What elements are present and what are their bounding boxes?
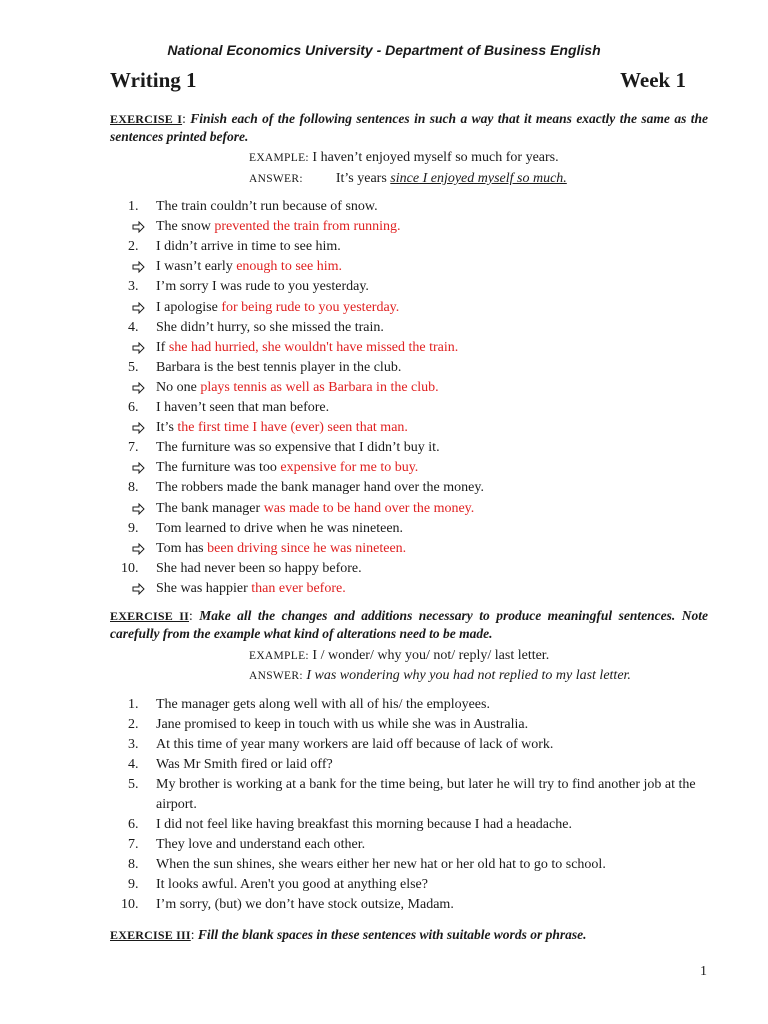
exercise-2-answer	[249, 668, 631, 684]
arrow-right-icon	[132, 221, 145, 233]
question-text: The robbers made the bank manager hand over the money.	[156, 480, 484, 496]
item-number: 3.	[128, 737, 139, 752]
sentence-text: I’m sorry, (but) we don’t have stock outsize, Madam.	[156, 897, 454, 912]
arrow-right-icon	[132, 382, 145, 394]
item-number: 2.	[128, 717, 139, 732]
answer-completion: was made to be hand over the money.	[263, 500, 475, 516]
item-number: 6.	[128, 817, 139, 832]
arrow-right-icon	[132, 583, 145, 595]
answer-given-part: If	[156, 339, 169, 355]
exercise-2-instruction: Make all the changes and additions necessary to produce meaningful sentences. Note carefully from the example what kind of alterations need to be made.	[110, 608, 708, 641]
exercise-1-list	[121, 197, 708, 599]
answer-text	[156, 458, 418, 478]
question-text: Tom learned to drive when he was nineteen.	[156, 520, 404, 536]
answer-text: I was wondering why you had not replied to my last letter.	[306, 668, 631, 683]
example-label: EXAMPLE:	[249, 152, 309, 164]
item-number: 8.	[128, 480, 139, 496]
answer-completion: plays tennis as well as Barbara in the club.	[200, 379, 439, 395]
item-number: 9.	[128, 877, 139, 892]
answer-given-part: I wasn’t early	[156, 259, 237, 275]
answer-completion: prevented the train from running.	[214, 219, 401, 235]
sentence-text: The manager gets along well with all of his/ the employees.	[156, 697, 490, 712]
answer-text	[156, 338, 458, 358]
answer-text	[156, 217, 401, 237]
answer-label: ANSWER:	[249, 670, 303, 682]
sentence-text: Jane promised to keep in touch with us while she was in Australia.	[156, 717, 529, 732]
item-number: 2.	[128, 239, 139, 255]
sentence-text: I did not feel like having breakfast this morning because I had a headache.	[156, 817, 572, 832]
exercise-2-heading: EXERCISE II: Make all the changes and additions necessary to produce meaningful sentences. Note carefully from the example what kind of alterations need to be made.	[110, 608, 708, 641]
page-number: 1	[700, 964, 707, 979]
sentence-text: My brother is working at a bank for the time being, but later he will try to find another job at the airport.	[156, 777, 696, 812]
answer-text	[156, 378, 439, 398]
item-number: 7.	[128, 440, 139, 456]
arrow-right-icon	[132, 543, 145, 555]
answer-completion: for being rude to you yesterday.	[221, 299, 400, 315]
item-number: 1.	[128, 697, 139, 712]
answer-label: ANSWER:	[249, 173, 303, 185]
item-number: 5.	[128, 777, 139, 792]
exercise-3-instruction: Fill the blank spaces in these sentences with suitable words or phrase.	[197, 927, 587, 942]
exercise-1-heading: EXERCISE I: Finish each of the following sentences in such a way that it means exactly the same as the sentences printed before.	[110, 111, 708, 144]
course-title: Writing 1	[110, 68, 197, 92]
item-number: 9.	[128, 520, 139, 536]
week-label: Week 1	[620, 68, 686, 92]
answer-completion: been driving since he was nineteen.	[207, 540, 407, 556]
item-number: 6.	[128, 400, 139, 415]
arrow-right-icon	[132, 302, 145, 314]
exercise-3-label: EXERCISE III	[110, 928, 191, 942]
document-header: National Economics University - Department of Business English	[167, 42, 601, 58]
arrow-right-icon	[132, 422, 145, 434]
arrow-right-icon	[132, 261, 145, 273]
answer-completion: she had hurried, she wouldn't have missed the train.	[168, 339, 459, 355]
answer-given-part: The bank manager	[156, 500, 264, 516]
item-number: 4.	[128, 757, 139, 772]
example-label: EXAMPLE:	[249, 650, 309, 662]
sentence-text: They love and understand each other.	[156, 837, 366, 852]
arrow-right-icon	[132, 462, 145, 474]
answer-given-part: It’s	[156, 420, 178, 436]
exercise-1-instruction: Finish each of the following sentences in such a way that it means exactly the same as the sentences printed before.	[110, 111, 708, 144]
answer-given-part: No one	[156, 379, 201, 395]
item-number: 7.	[128, 837, 139, 852]
item-number: 8.	[128, 857, 139, 872]
answer-prefix: It’s years	[335, 171, 387, 186]
item-number: 5.	[128, 359, 139, 375]
question-text: The furniture was so expensive that I didn’t buy it.	[156, 440, 440, 456]
example-text: I / wonder/ why you/ not/ reply/ last letter.	[312, 648, 550, 663]
exercise-2-label: EXERCISE II	[110, 609, 189, 623]
question-text: I’m sorry I was rude to you yesterday.	[156, 279, 369, 295]
item-number: 4.	[128, 319, 139, 335]
answer-given-part: She was happier	[156, 580, 252, 596]
answer-given-part: The snow	[156, 219, 215, 235]
sentence-text: It looks awful. Aren't you good at anything else?	[156, 877, 428, 892]
question-text: I didn’t arrive in time to see him.	[156, 239, 341, 255]
exercise-2-list	[121, 695, 708, 917]
answer-underlined: since I enjoyed myself so much.	[390, 171, 567, 186]
arrow-right-icon	[132, 503, 145, 515]
answer-text	[156, 298, 399, 318]
question-text: Barbara is the best tennis player in the club.	[156, 359, 402, 375]
answer-completion: expensive for me to buy.	[280, 460, 419, 476]
answer-completion: than ever before.	[251, 580, 346, 596]
question-text: The train couldn’t run because of snow.	[156, 199, 378, 214]
sentence-text: At this time of year many workers are laid off because of lack of work.	[156, 737, 554, 752]
exercise-1-label: EXERCISE I	[110, 112, 183, 126]
question-text: She didn’t hurry, so she missed the train.	[156, 319, 384, 335]
item-number: 10.	[121, 560, 139, 576]
answer-given-part: The furniture was too	[156, 460, 281, 476]
exercise-3-heading: EXERCISE III: Fill the blank spaces in these sentences with suitable words or phrase.	[110, 927, 587, 942]
item-number: 10.	[121, 897, 139, 912]
answer-text	[156, 539, 406, 559]
answer-text	[156, 257, 342, 277]
item-number: 1.	[128, 199, 139, 214]
example-text: I haven’t enjoyed myself so much for years.	[312, 150, 559, 165]
answer-given-part: Tom has	[156, 540, 208, 556]
exercise-1-example	[249, 150, 559, 166]
answer-given-part: I apologise	[156, 299, 222, 315]
exercise-2-example	[249, 648, 549, 664]
question-text: I haven’t seen that man before.	[156, 400, 330, 415]
sentence-text: Was Mr Smith fired or laid off?	[156, 757, 333, 772]
answer-text	[156, 579, 346, 599]
answer-text	[156, 418, 408, 438]
arrow-right-icon	[132, 342, 145, 354]
answer-completion: enough to see him.	[236, 259, 342, 275]
item-number: 3.	[128, 279, 139, 295]
answer-completion: the first time I have (ever) seen that man.	[177, 420, 408, 436]
answer-text	[156, 499, 474, 519]
question-text: She had never been so happy before.	[156, 560, 362, 576]
sentence-text: When the sun shines, she wears either her new hat or her old hat to go to school.	[156, 857, 606, 872]
exercise-1-answer	[249, 171, 567, 187]
